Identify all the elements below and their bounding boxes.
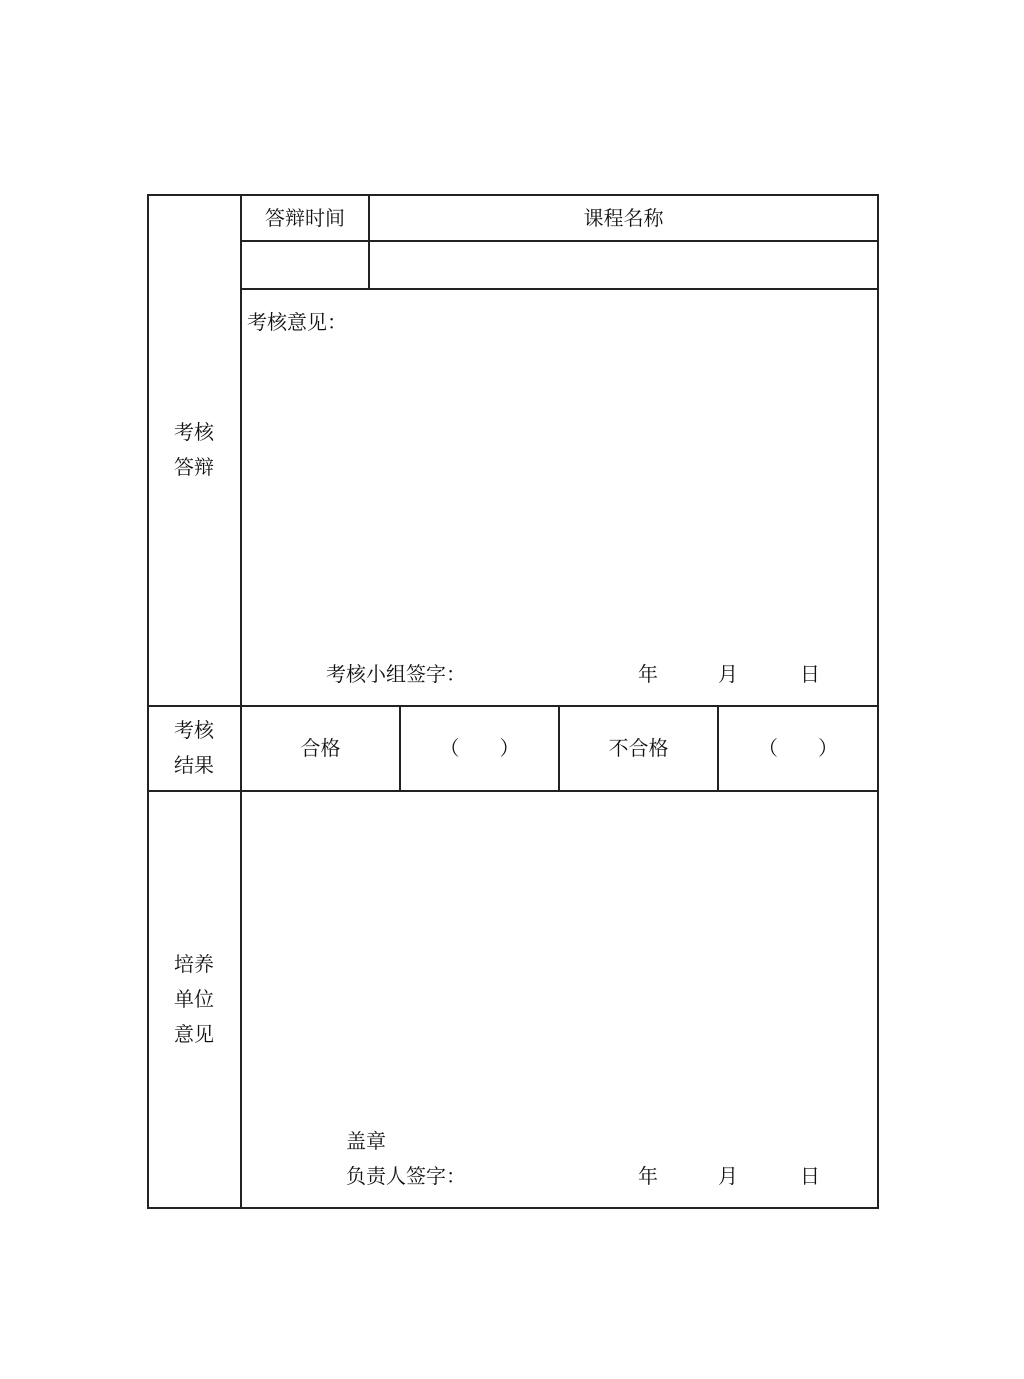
unit-year-label: 年 xyxy=(638,1164,658,1188)
exam-defense-label xyxy=(164,415,224,485)
defense-time-header: 答辩时间 xyxy=(265,206,345,230)
unit-opinion-label-line3: 意见 xyxy=(174,1022,214,1046)
leader-signature-label: 负责人签字： xyxy=(346,1164,466,1188)
left-column-divider xyxy=(240,194,242,1209)
defense-time-field[interactable] xyxy=(242,242,368,288)
pass-checkbox[interactable]: （ ） xyxy=(439,736,520,760)
course-name-header: 课程名称 xyxy=(583,206,664,230)
panel-month-label: 月 xyxy=(718,662,738,686)
result-section-bottom xyxy=(147,790,879,792)
panel-signature-label: 考核小组签字： xyxy=(326,662,466,686)
unit-opinion-field[interactable] xyxy=(244,795,874,1120)
panel-year-label: 年 xyxy=(638,662,658,686)
defense-section-bottom xyxy=(147,705,879,707)
unit-opinion-label-line2: 单位 xyxy=(174,987,214,1011)
unit-opinion-label-line1: 培养 xyxy=(174,952,214,976)
panel-day-label: 日 xyxy=(800,662,820,686)
fail-label: 不合格 xyxy=(608,736,669,760)
exam-opinion-field[interactable] xyxy=(244,340,874,650)
course-name-field[interactable] xyxy=(370,242,877,288)
seal-label: 盖章 xyxy=(346,1129,386,1153)
unit-opinion-label xyxy=(164,947,224,1052)
unit-month-label: 月 xyxy=(718,1164,738,1188)
result-label xyxy=(164,713,224,783)
exam-defense-label-line1: 考核 xyxy=(174,420,214,444)
fail-checkbox[interactable]: （ ） xyxy=(758,736,838,760)
pass-label: 合格 xyxy=(300,736,341,760)
exam-opinion-label: 考核意见： xyxy=(247,310,347,334)
header-value-row-divider xyxy=(240,288,879,290)
unit-day-label: 日 xyxy=(800,1164,820,1188)
result-label-line1: 考核 xyxy=(174,718,214,742)
exam-defense-label-line2: 答辩 xyxy=(174,455,214,479)
result-label-line2: 结果 xyxy=(174,753,214,777)
